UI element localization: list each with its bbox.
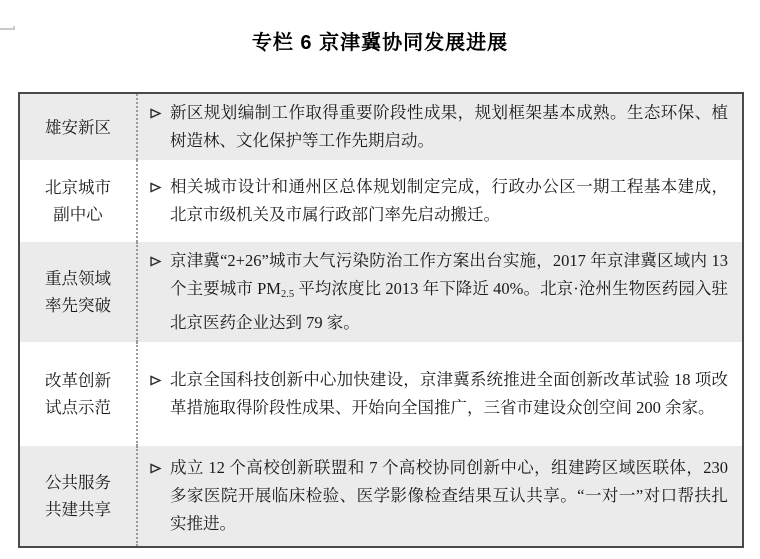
row-content-cell — [138, 342, 742, 446]
table-row — [20, 446, 742, 546]
arrowhead-bullet-icon — [149, 366, 170, 394]
arrowhead-bullet-icon — [149, 99, 170, 127]
row-content-cell — [138, 446, 742, 546]
table-row — [20, 242, 742, 342]
row-header-label: 雄安新区 — [45, 117, 111, 137]
row-content-text: 新区规划编制工作取得重要阶段性成果，规划框架基本成熟。生态环保、植树造林、文化保护等工作先期启动。 — [170, 103, 728, 150]
table-row — [20, 342, 742, 446]
row-content-text: 北京全国科技创新中心加快建设，京津冀系统推进全面创新改革试验 18 项改革措施取得阶段性成果、开始向全国推广，三省市建设众创空间 200 余家。 — [170, 370, 728, 417]
row-content-cell — [138, 242, 742, 342]
row-header-cell — [20, 242, 138, 342]
row-content-cell — [138, 160, 742, 242]
arrowhead-bullet-icon — [149, 247, 170, 275]
row-header-label: 重点领域率先突破 — [45, 269, 111, 315]
row-content-inner — [149, 366, 728, 422]
row-content-text: 京津冀“2+26”城市大气污染防治工作方案出台实施，2017 年京津冀区域内 13 个主要城市 $PM_{2.5}$ 平均浓度比 2013 年下降近 40%。北京·沧州生物医药园入驻北京医药企业达到 79 家。 — [170, 251, 728, 332]
arrowhead-bullet-icon — [149, 454, 170, 482]
row-header-cell — [20, 342, 138, 446]
row-content-text: 相关城市设计和通州区总体规划制定完成，行政办公区一期工程基本建成，北京市级机关及市属行政部门率先启动搬迁。 — [170, 177, 728, 224]
window-corner-artifact — [0, 26, 18, 32]
row-header-label: 改革创新试点示范 — [45, 371, 111, 417]
row-content-inner — [149, 247, 728, 337]
row-header-cell — [20, 160, 138, 242]
table-row — [20, 94, 742, 160]
row-header-label: 北京城市副中心 — [45, 178, 111, 224]
table-row — [20, 160, 742, 242]
progress-table — [18, 92, 744, 548]
row-content-cell — [138, 94, 742, 160]
row-header-cell — [20, 446, 138, 546]
row-content-text: 成立 12 个高校创新联盟和 7 个高校协同创新中心，组建跨区域医联体，230 多家医院开展临床检验、医学影像检查结果互认共享。“一对一”对口帮扶扎实推进。 — [170, 458, 728, 533]
row-content-inner — [149, 173, 728, 229]
row-content-inner — [149, 99, 728, 155]
row-header-label: 公共服务共建共享 — [45, 473, 111, 519]
row-header-cell — [20, 94, 138, 160]
arrowhead-bullet-icon — [149, 173, 170, 201]
row-content-inner — [149, 454, 728, 538]
page-title: 专栏 6 京津冀协同发展进展 — [251, 32, 509, 54]
artifact-vertical-bar — [13, 26, 15, 30]
